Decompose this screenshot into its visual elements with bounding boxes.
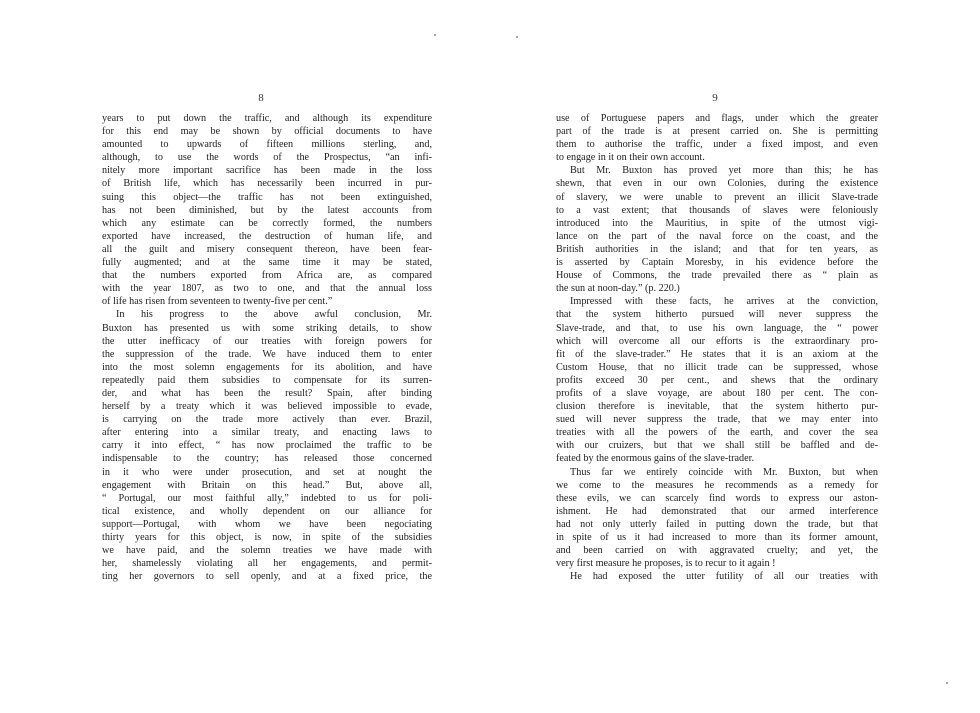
page-text-column (556, 112, 878, 583)
text-line: we come to the measures he recommends as a remedy for (556, 479, 878, 491)
text-line: amounted to upwards of fifteen millions sterling, and, (102, 139, 432, 151)
text-line: indispensable to the country; has released those concerned (102, 453, 432, 465)
text-line: the suppression of the trade. We have induced them to enter (102, 348, 432, 360)
text-line: which any estimate can be correctly formed, the numbers (102, 217, 432, 229)
page-text-column (102, 112, 432, 583)
text-line: ting her governors to sell openly, and at a fixed price, the (102, 571, 432, 583)
page-number: 9 (712, 92, 718, 104)
text-line: nitely more important sacrifice has been made in the loss (102, 165, 432, 177)
scan-speck (946, 682, 948, 684)
text-line: Impressed with these facts, he arrives at the conviction, (570, 296, 878, 308)
text-line: of slavery, we were unable to prevent an illicit Slave-trade (556, 191, 878, 203)
text-line: ishment. He had demonstrated that our armed interference (556, 505, 878, 517)
text-line: with the year 1807, as two to one, and that the annual loss (102, 283, 432, 295)
text-line: fit of the slave-trader.” He states that it is an axiom at the (556, 348, 878, 360)
text-line: introduced into the Mauritius, in spite of the utmost vigi- (556, 217, 878, 229)
text-line: and been carried on with aggravated cruelty; and yet, the (556, 545, 878, 557)
text-line: He had exposed the utter futility of all our treaties with (570, 571, 878, 583)
scan-speck (434, 34, 436, 36)
text-line: profits exceed 30 per cent., and shews that the ordinary (556, 374, 878, 386)
text-line: the sun at noon-day.” (p. 220.) (556, 283, 680, 295)
text-line: clusion therefore is inevitable, that the system hitherto pur- (556, 401, 878, 413)
text-line: House of Commons, the trade prevailed there as “ plain as (556, 270, 878, 282)
text-line: with our cruizers, but that we shall still be baffled and de- (556, 440, 878, 452)
text-line: shewn, that even in our own Colonies, during the existence (556, 178, 878, 190)
page-number: 8 (258, 92, 264, 104)
text-line: that the numbers exported from Africa are, as compared (102, 270, 432, 282)
text-line: very first measure he proposes, is to recur to it again ! (556, 558, 776, 570)
text-line: all the guilt and misery consequent thereon, have been fear- (102, 243, 432, 255)
text-line: herself by a treaty which it was believed impossible to evade, (102, 401, 432, 413)
text-line: had not only utterly failed in putting down the trade, but that (556, 518, 878, 530)
text-line: treaties with all the powers of the earth, and cover the sea (556, 427, 878, 439)
text-line: her, shamelessly violating all her engagements, and permit- (102, 558, 432, 570)
text-line: British authorities in the island; and that for ten years, as (556, 243, 878, 255)
text-line: for this end may be shown by official documents to have (102, 126, 432, 138)
text-line: years to put down the traffic, and although its expenditure (102, 113, 432, 124)
text-line: feated by the enormous gains of the slave-trader. (556, 453, 755, 465)
text-line: use of Portuguese papers and flags, under which the greater (556, 113, 878, 124)
text-line: to a vast extent; that thousands of slaves were feloniously (556, 204, 878, 216)
text-line: suing this object—the traffic has not been extinguished, (102, 191, 432, 203)
text-line: exported have increased, the destruction of human life, and (102, 230, 432, 242)
text-line: support—Portugal, with whom we have been negociating (102, 518, 432, 530)
text-line: lance on the part of the naval force on the coast, and the (556, 230, 878, 242)
text-line: part of the trade is at present carried on. She is permitting (556, 126, 878, 138)
text-line: that the system hitherto pursued will never suppress the (556, 309, 878, 321)
text-line: after entering into a similar treaty, and enacting laws to (102, 427, 432, 439)
text-line: Buxton has presented us with some striking details, to show (102, 322, 432, 334)
text-line: “ Portugal, our most faithful ally,” indebted to us for poli- (102, 492, 432, 504)
text-line: Thus far we entirely coincide with Mr. Buxton, but when (570, 466, 878, 478)
text-line: which will overcome all our efforts is the extraordinary pro- (556, 335, 878, 347)
text-line: sued will never suppress the trade, that we may enter into (556, 414, 878, 426)
text-line: In his progress to the above awful conclusion, Mr. (116, 309, 432, 321)
text-line: engagement with Britain on this head.” But, above all, (102, 479, 432, 491)
text-line: Custom House, that no illicit trade can be suppressed, whose (556, 361, 878, 373)
text-line: is asserted by Captain Moresby, in his evidence before the (556, 257, 878, 269)
text-line: der, and what has been the result? Spain, after binding (102, 387, 432, 399)
text-line: is carrying on the trade more actively than ever. Brazil, (102, 414, 432, 426)
text-line: has not been diminished, but by the latest accounts from (102, 204, 432, 216)
text-line: of British life, which has necessarily been incurred in pur- (102, 178, 432, 190)
text-line: to engage in it on their own account. (556, 152, 705, 164)
text-line: carry it into effect, “ has now proclaimed the traffic to be (102, 440, 432, 452)
text-line: these evils, we can scarcely find words to express our aston- (556, 492, 878, 504)
text-line: tical existence, and wholly dependent on our alliance for (102, 505, 432, 517)
text-line: although, to use the words of the Prospectus, “an infi- (102, 152, 432, 164)
text-line: profits of a slave voyage, are about 180 per cent. The con- (556, 387, 878, 399)
text-line: of life has risen from seventeen to twenty-five per cent.” (102, 296, 333, 308)
text-line: But Mr. Buxton has proved yet more than this; he has (570, 165, 878, 177)
text-line: fully augmented; and at the same time it may be stated, (102, 257, 432, 269)
text-line: Slave-trade, and that, to use his own language, the “ power (556, 322, 878, 334)
text-line: the utter inefficacy of our treaties with foreign powers for (102, 335, 432, 347)
text-line: them to authorise the traffic, under a fixed impost, and even (556, 139, 878, 151)
text-line: repeatedly paid them subsidies to compensate for its surren- (102, 374, 432, 386)
text-line: into the most solemn engagements for its abolition, and have (102, 361, 432, 373)
text-line: thirty years for this object, is now, in spite of the subsidies (102, 532, 432, 543)
text-line: in it who were under prosecution, and set at nought the (102, 466, 432, 478)
scan-speck (516, 36, 518, 38)
text-line: we have paid, and the solemn treaties we have made with (102, 545, 432, 557)
text-line: in spite of us it had increased to more than its former amount, (556, 532, 878, 543)
